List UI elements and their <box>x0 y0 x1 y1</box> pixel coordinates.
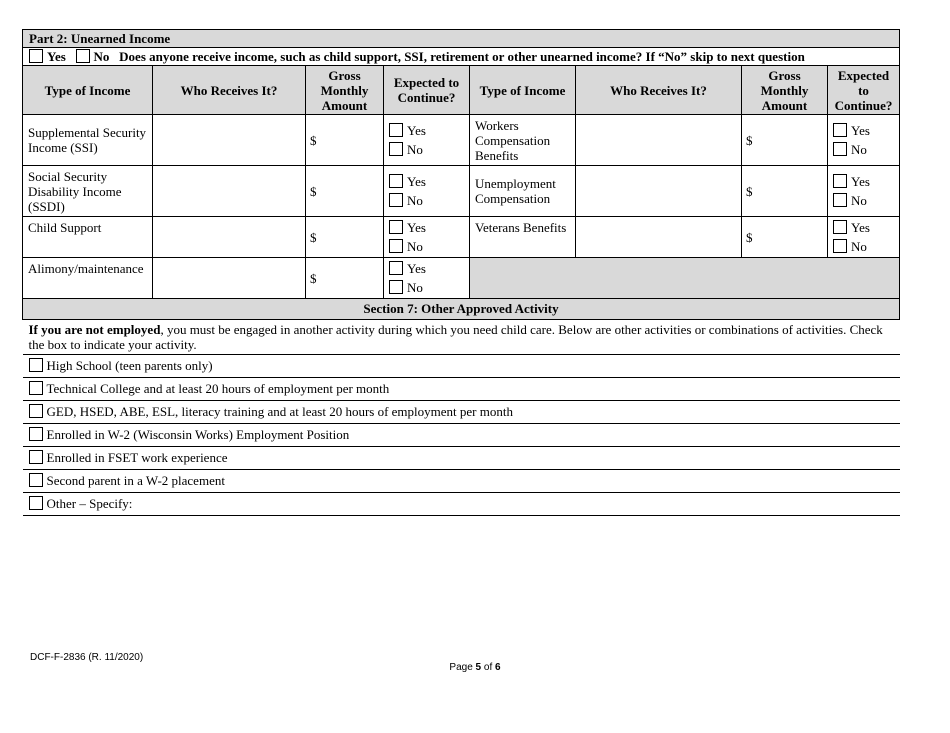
unearned-yes-checkbox[interactable] <box>29 49 43 63</box>
no-label: No <box>407 142 423 157</box>
activity-ged-checkbox[interactable] <box>29 404 43 418</box>
ssdi-yes-checkbox[interactable] <box>389 174 403 188</box>
who-receives-unemployment-field[interactable] <box>576 166 742 217</box>
ssi-yes-checkbox[interactable] <box>389 123 403 137</box>
dollar-sign: $ <box>746 229 753 245</box>
activity-other-checkbox[interactable] <box>29 496 43 510</box>
page-total: 6 <box>495 662 501 673</box>
yes-label: Yes <box>407 174 426 189</box>
expected-ssdi <box>384 166 470 217</box>
form-id: DCF-F-2836 (R. 11/2020) <box>30 652 144 663</box>
who-receives-veterans-field[interactable] <box>576 217 742 258</box>
col-gross-monthly-1: Gross Monthly Amount <box>306 66 384 115</box>
activity-row <box>23 424 900 447</box>
no-label: No <box>851 193 867 208</box>
dollar-sign: $ <box>310 183 317 199</box>
activity-technical-college-checkbox[interactable] <box>29 381 43 395</box>
form-page <box>22 29 899 516</box>
of-word: of <box>483 662 493 673</box>
activity-row <box>23 355 900 378</box>
child-support-no-checkbox[interactable] <box>389 239 403 253</box>
dollar-sign: $ <box>310 270 317 286</box>
yes-label: Yes <box>851 123 870 138</box>
amount-child-support-field[interactable] <box>306 217 384 258</box>
dollar-sign: $ <box>746 183 753 199</box>
col-type-of-income-2: Type of Income <box>470 66 576 115</box>
unearned-income-question-row <box>23 48 900 66</box>
activity-row <box>23 401 900 424</box>
veterans-no-checkbox[interactable] <box>833 239 847 253</box>
yes-label: Yes <box>407 220 426 235</box>
expected-unemployment <box>828 166 900 217</box>
col-who-receives-2: Who Receives It? <box>576 66 742 115</box>
who-receives-child-support-field[interactable] <box>153 217 306 258</box>
no-label: No <box>407 280 423 295</box>
income-type-ssdi: Social Security Disability Income (SSDI) <box>23 166 153 217</box>
no-label: No <box>407 239 423 254</box>
table-header-row <box>23 66 900 115</box>
yes-label: Yes <box>407 123 426 138</box>
amount-ssdi-field[interactable] <box>306 166 384 217</box>
section7-intro-text: , you must be engaged in another activity during which you need child care. Below are other activities or combinations of activities. Check the box to indicate your activity. <box>28 322 883 352</box>
workers-comp-yes-checkbox[interactable] <box>833 123 847 137</box>
col-expected-continue-2: Expected to Continue? <box>828 66 900 115</box>
activity-label: Enrolled in FSET work experience <box>46 450 228 465</box>
activity-w2-checkbox[interactable] <box>29 427 43 441</box>
activity-label: GED, HSED, ABE, ESL, literacy training and at least 20 hours of employment per month <box>46 404 513 419</box>
col-type-of-income-1: Type of Income <box>23 66 153 115</box>
page-number <box>0 662 950 673</box>
no-label: No <box>851 239 867 254</box>
who-receives-ssi-field[interactable] <box>153 115 306 166</box>
activity-row <box>23 447 900 470</box>
expected-veterans <box>828 217 900 258</box>
table-row <box>23 166 900 217</box>
col-who-receives-1: Who Receives It? <box>153 66 306 115</box>
unearned-income-question: Does anyone receive income, such as child support, SSI, retirement or other unearned income? If “No” skip to next question <box>119 48 805 64</box>
section7-title: Section 7: Other Approved Activity <box>23 299 900 320</box>
yes-label: Yes <box>851 174 870 189</box>
income-type-workers-comp: Workers Compensation Benefits <box>470 115 576 166</box>
amount-ssi-field[interactable] <box>306 115 384 166</box>
expected-alimony <box>384 258 470 299</box>
alimony-yes-checkbox[interactable] <box>389 261 403 275</box>
expected-ssi <box>384 115 470 166</box>
who-receives-ssdi-field[interactable] <box>153 166 306 217</box>
no-label: No <box>407 193 423 208</box>
page-current: 5 <box>475 662 482 673</box>
ssi-no-checkbox[interactable] <box>389 142 403 156</box>
ssdi-no-checkbox[interactable] <box>389 193 403 207</box>
activity-row <box>23 378 900 401</box>
activity-row <box>23 493 900 516</box>
unearned-no-label: No <box>93 48 110 64</box>
who-receives-alimony-field[interactable] <box>153 258 306 299</box>
yes-label: Yes <box>851 220 870 235</box>
veterans-yes-checkbox[interactable] <box>833 220 847 234</box>
activity-label: Other – Specify: <box>46 496 133 511</box>
income-type-ssi: Supplemental Security Income (SSI) <box>23 115 153 166</box>
amount-veterans-field[interactable] <box>742 217 828 258</box>
col-expected-continue-1: Expected to Continue? <box>384 66 470 115</box>
activity-label: High School (teen parents only) <box>46 358 213 373</box>
unearned-yes-label: Yes <box>47 48 66 64</box>
income-type-unemployment: Unemployment Compensation <box>470 166 576 217</box>
activity-label: Second parent in a W-2 placement <box>46 473 225 488</box>
dollar-sign: $ <box>746 132 753 148</box>
activity-second-parent-checkbox[interactable] <box>29 473 43 487</box>
amount-workers-comp-field[interactable] <box>742 115 828 166</box>
income-type-veterans: Veterans Benefits <box>470 217 576 258</box>
unearned-income-table <box>22 29 900 516</box>
activity-fset-checkbox[interactable] <box>29 450 43 464</box>
amount-alimony-field[interactable] <box>306 258 384 299</box>
activity-row <box>23 470 900 493</box>
activity-high-school-checkbox[interactable] <box>29 358 43 372</box>
part2-title: Part 2: Unearned Income <box>23 30 900 48</box>
amount-unemployment-field[interactable] <box>742 166 828 217</box>
col-gross-monthly-2: Gross Monthly Amount <box>742 66 828 115</box>
child-support-yes-checkbox[interactable] <box>389 220 403 234</box>
who-receives-workers-comp-field[interactable] <box>576 115 742 166</box>
income-type-child-support: Child Support <box>23 217 153 258</box>
section7-intro <box>23 320 900 355</box>
yes-label: Yes <box>407 261 426 276</box>
unearned-no-checkbox[interactable] <box>76 49 90 63</box>
blank-shaded-cell <box>470 258 900 299</box>
alimony-no-checkbox[interactable] <box>389 280 403 294</box>
dollar-sign: $ <box>310 229 317 245</box>
unemployment-yes-checkbox[interactable] <box>833 174 847 188</box>
workers-comp-no-checkbox[interactable] <box>833 142 847 156</box>
section7-intro-bold: If you are not employed <box>28 322 161 337</box>
table-row <box>23 217 900 258</box>
no-label: No <box>851 142 867 157</box>
activity-label: Technical College and at least 20 hours of employment per month <box>46 381 390 396</box>
expected-child-support <box>384 217 470 258</box>
expected-workers-comp <box>828 115 900 166</box>
table-row <box>23 258 900 299</box>
dollar-sign: $ <box>310 132 317 148</box>
activity-label: Enrolled in W-2 (Wisconsin Works) Employment Position <box>46 427 350 442</box>
unemployment-no-checkbox[interactable] <box>833 193 847 207</box>
table-row <box>23 115 900 166</box>
page-word: Page <box>449 662 473 673</box>
income-type-alimony: Alimony/maintenance <box>23 258 153 299</box>
